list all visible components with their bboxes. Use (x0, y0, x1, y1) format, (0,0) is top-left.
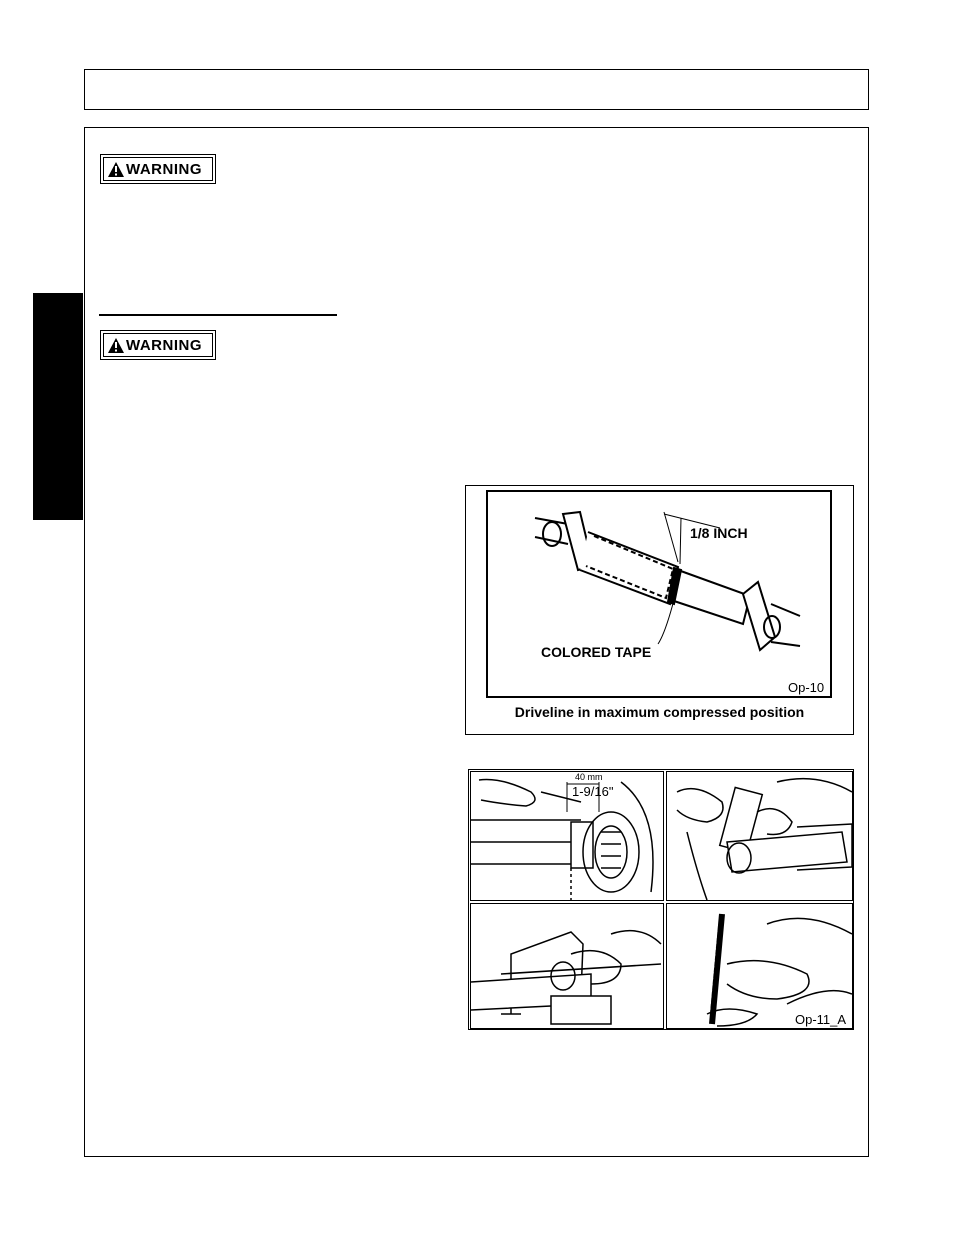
panel-vise (666, 771, 853, 901)
metric-label: 40 mm (575, 772, 603, 782)
driveline-figure-frame (486, 490, 832, 698)
panel-measure (470, 771, 664, 901)
driveline-illustration (488, 492, 830, 696)
warning-text: WARNING (126, 336, 202, 354)
figure-caption: Driveline in maximum compressed position (514, 704, 805, 720)
warning-label-1 (100, 154, 216, 184)
warning-triangle-icon (108, 162, 124, 177)
imperial-label: 1-9/16" (572, 784, 614, 799)
figure-id: Op-11_A (795, 1012, 847, 1027)
cutting-steps-figure (468, 769, 854, 1030)
section-divider (99, 314, 337, 316)
colored-tape-label: COLORED TAPE (541, 644, 652, 660)
warning-text: WARNING (126, 160, 202, 178)
section-side-tab (33, 293, 83, 520)
warning-triangle-icon (108, 338, 124, 353)
page-header-box (84, 69, 869, 110)
panel-file (666, 903, 853, 1029)
figure-id: Op-10 (788, 680, 825, 695)
driveline-figure (465, 485, 854, 735)
panel-saw (470, 903, 664, 1029)
warning-label-2 (100, 330, 216, 360)
dimension-label: 1/8 INCH (690, 525, 748, 541)
